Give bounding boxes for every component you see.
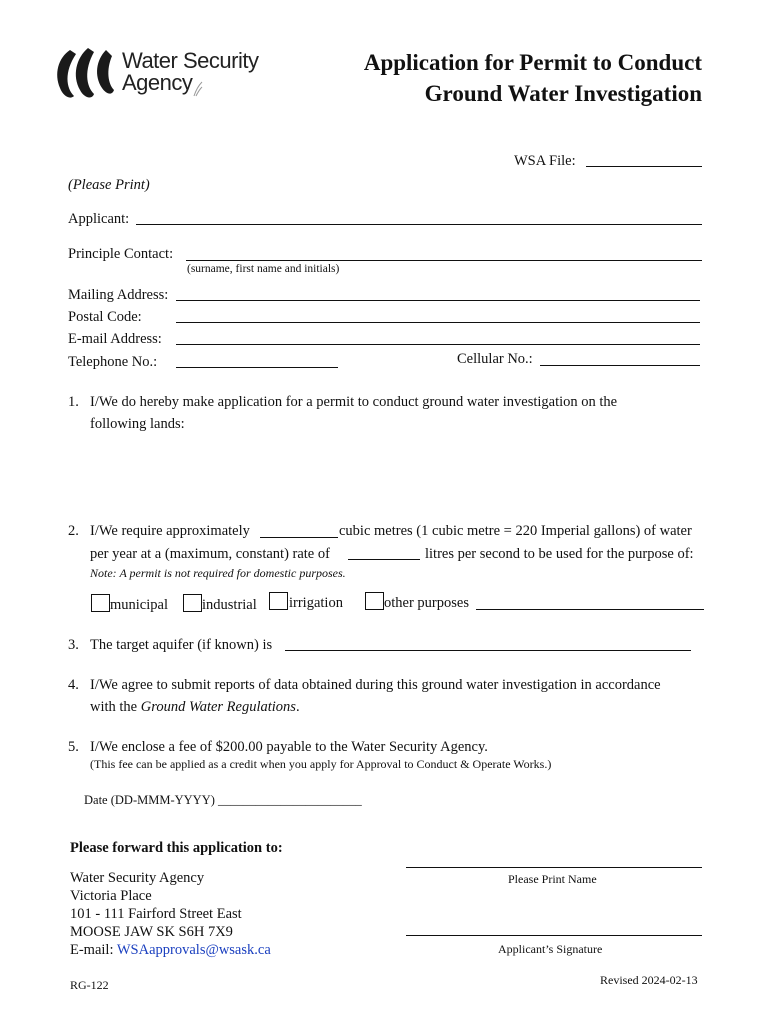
municipal-checkbox[interactable] [91,594,110,612]
applicant-label: Applicant: [68,211,130,227]
forward-heading: Please forward this application to: [70,840,283,856]
item3-number: 3. [68,637,79,653]
litres-per-second-field[interactable] [348,559,420,560]
please-print-note: (Please Print) [68,177,150,193]
item2-number: 2. [68,523,79,539]
applicant-field[interactable] [136,224,702,225]
telephone-field[interactable] [176,367,338,368]
item4-text-line2 [90,698,300,716]
forward-place: Victoria Place [70,888,152,904]
item2-text-line2b: litres per second to be used for the purpose of: [425,546,694,562]
signature-label: Applicant’s Signature [498,942,603,956]
signature-field[interactable] [406,935,702,936]
forward-street: 101 - 111 Fairford Street East [70,906,242,922]
item2-text-line2a: per year at a (maximum, constant) rate of [90,546,330,562]
industrial-checkbox[interactable] [183,594,202,612]
wsa-file-label: WSA File: [514,153,576,169]
item2-note: Note: A permit is not required for domestic purposes. [90,566,346,580]
municipal-label: municipal [110,597,168,613]
item2-text-line1a: I/We require approximately [90,523,250,539]
item5-number: 5. [68,739,79,755]
print-name-label: Please Print Name [508,872,597,886]
other-purposes-label: other purposes [384,595,469,611]
principle-contact-field[interactable] [186,260,702,261]
cellular-label: Cellular No.: [457,351,533,367]
other-purposes-field[interactable] [476,609,704,610]
item1-text-line1: I/We do hereby make application for a permit to conduct ground water investigation on the [90,394,618,410]
item3-text: The target aquifer (if known) is [90,637,273,653]
logo-line1: Water Security [122,48,259,73]
item1-text-line2: following lands: [90,416,185,432]
email-link[interactable]: WSAapprovals@wsask.ca [116,942,271,958]
logo-line2: Agency [122,70,193,95]
item5-text: I/We enclose a fee of $200.00 payable to the Water Security Agency. [90,739,488,755]
email-label: E-mail: [70,942,114,958]
mailing-address-label: Mailing Address: [68,287,169,303]
water-drop-logo-icon [52,44,122,102]
forward-email [70,941,271,959]
form-title-line1: Application for Permit to Conduct [363,50,702,75]
wsa-file-field[interactable] [586,166,702,167]
item2-text-line1b: cubic metres (1 cubic metre = 220 Imperial gallons) of water [339,523,692,539]
irrigation-label: irrigation [289,595,343,611]
telephone-label: Telephone No.: [68,354,158,370]
item4-number: 4. [68,677,79,693]
item4-line2a: with the [90,699,138,715]
target-aquifer-field[interactable] [285,650,691,651]
item5-sub-note: (This fee can be applied as a credit when you apply for Approval to Conduct & Operate Works.) [90,757,552,771]
revised-date: Revised 2024-02-13 [600,973,698,987]
leaf-icon [192,80,204,98]
postal-code-field[interactable] [176,322,700,323]
ground-water-regulations-title: Ground Water Regulations [140,699,296,715]
other-purposes-checkbox[interactable] [365,592,384,610]
cellular-field[interactable] [540,365,700,366]
date-field[interactable]: Date (DD-MMM-YYYY) _______________________ [84,793,362,807]
form-title-line2: Ground Water Investigation [424,81,702,106]
email-address-label: E-mail Address: [68,331,162,347]
email-address-field[interactable] [176,344,700,345]
item1-number: 1. [68,394,79,410]
forward-city: MOOSE JAW SK S6H 7X9 [70,924,233,940]
mailing-address-field[interactable] [176,300,700,301]
item4-line2c: . [295,699,300,715]
cubic-metres-field[interactable] [260,537,338,538]
item4-text-line1: I/We agree to submit reports of data obtained during this ground water investigation in accordance [90,677,661,693]
agency-logo [52,44,262,104]
irrigation-checkbox[interactable] [269,592,288,610]
form-code: RG-122 [70,978,109,992]
print-name-field[interactable] [406,867,702,868]
principle-contact-hint: (surname, first name and initials) [187,263,340,275]
industrial-label: industrial [202,597,257,613]
principle-contact-label: Principle Contact: [68,246,174,262]
postal-code-label: Postal Code: [68,309,142,325]
forward-org: Water Security Agency [70,870,205,886]
